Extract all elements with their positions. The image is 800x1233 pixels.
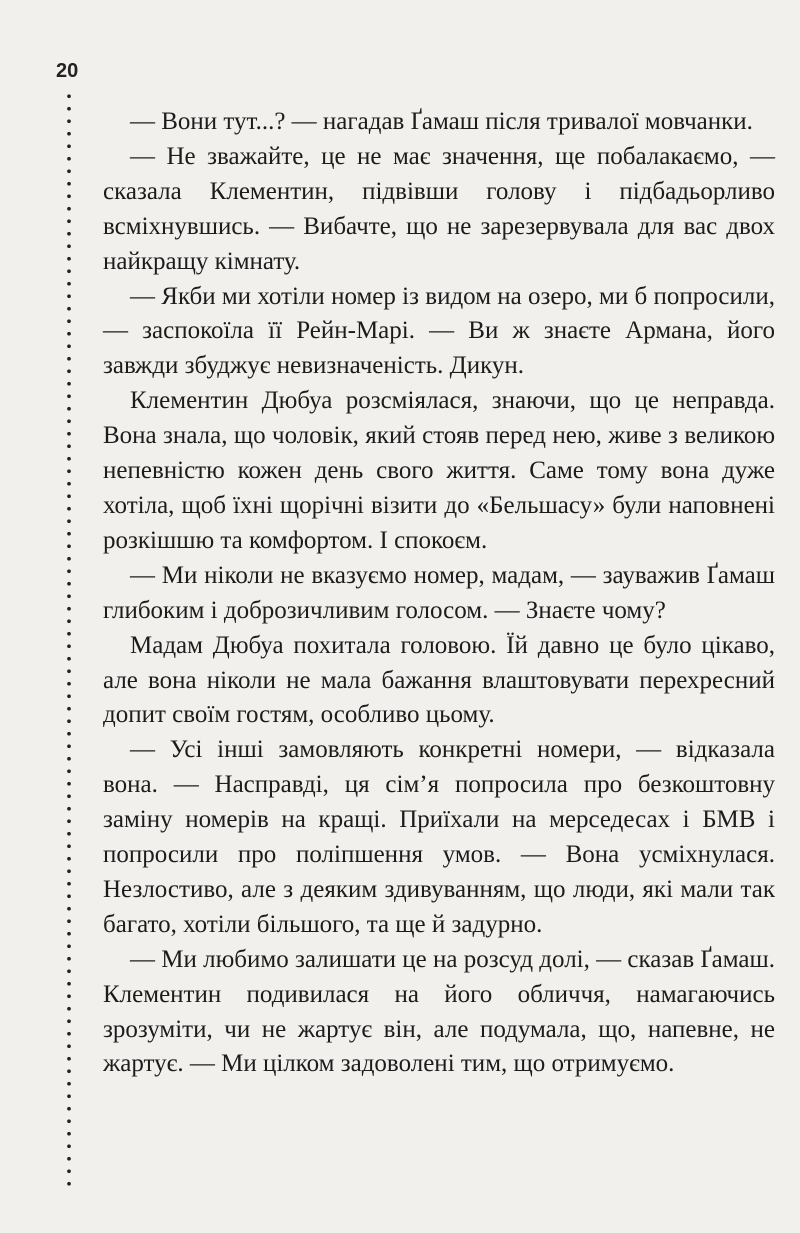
- paragraph-7: — Усі інші замовляють конкретні номери, — відказала вона. — Насправді, ця сім’я попросила про безкоштовну заміну номерів на кращі. Приїхали на мерседесах і БМВ і попросили про поліпшення умов. — Вона усміхнулася. Незлостиво, але з деяким здивуванням, що люди, які мали так багато, хотіли більшого, та ще й задурно.: [103, 736, 775, 938]
- paragraph-1: — Вони тут...? — нагадав Ґамаш після тривалої мовчанки.: [130, 108, 753, 135]
- page-number: 20: [56, 60, 79, 82]
- dotted-margin-rule: [66, 90, 72, 1190]
- paragraph-5: — Ми ніколи не вказуємо номер, мадам, — зауважив Ґамаш глибоким і доброзичливим голосом. — Знаєте чому?: [103, 561, 775, 624]
- body-text: [103, 105, 775, 1082]
- paragraph-3: — Якби ми хотіли номер із видом на озеро, ми б попросили, — заспокоїла її Рейн-Марі. — Ви ж знаєте Армана, його завжди збуджує невизначеність. Дикун.: [103, 282, 775, 380]
- paragraph-8: — Ми любимо залишати це на розсуд долі, — сказав Ґамаш. Клементин подивилася на його обличчя, намагаючись зрозуміти, чи не жартує він, але подумала, що, напевне, не жартує. — Ми цілком задоволені тим, що отримуємо.: [103, 945, 775, 1078]
- paragraph-4: Клементин Дюбуа розсміялася, знаючи, що це неправда. Вона знала, що чоловік, який стояв перед нею, живе з великою непевністю кожен день свого життя. Саме тому вона дуже хотіла, щоб їхні щорічні візити до «Бельшасу» були наповнені розкішшю та комфортом. І спокоєм.: [103, 387, 775, 554]
- paragraph-2: — Не зважайте, це не має значення, ще побалакаємо, — сказала Клементин, підвівши голову і підбадьорливо всміхнувшись. — Вибачте, що не зарезервувала для вас двох найкращу кімнату.: [103, 142, 775, 275]
- paragraph-6: Мадам Дюбуа похитала головою. Їй давно це було цікаво, але вона ніколи не мала бажання влаштовувати перехресний допит своїм гостям, особливо цьому.: [103, 631, 775, 729]
